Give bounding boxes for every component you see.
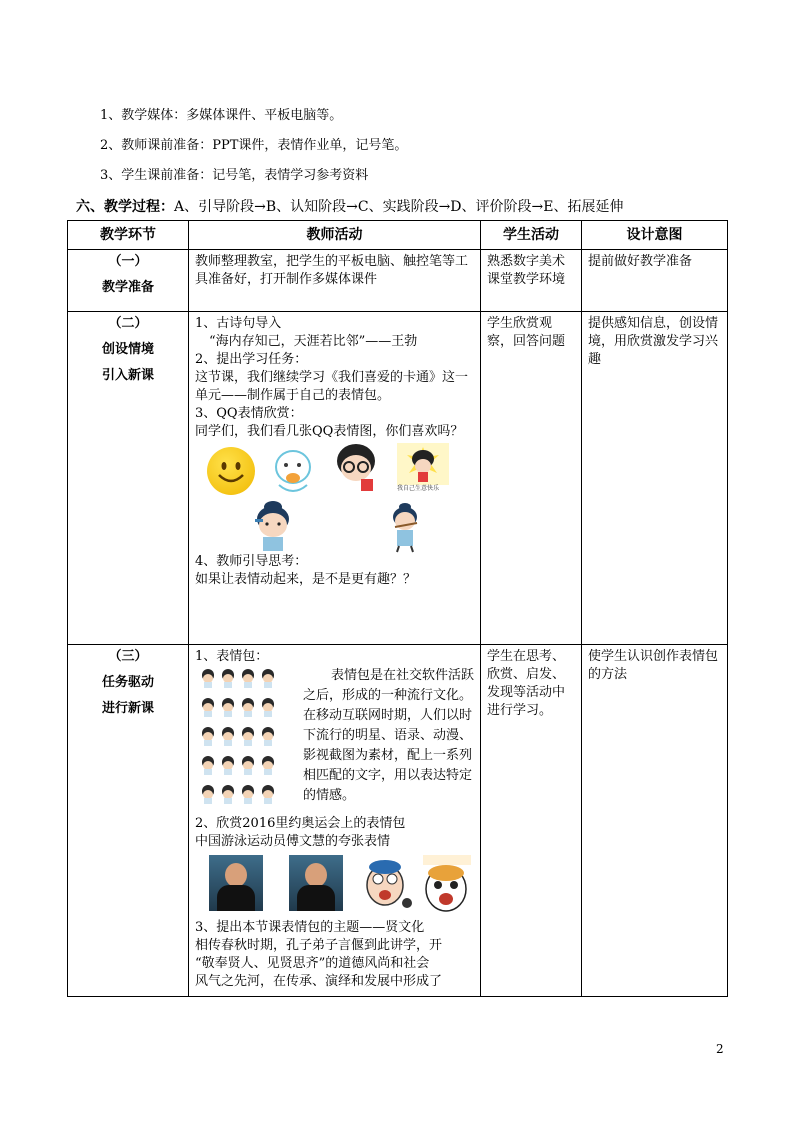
sticker-icon	[199, 697, 217, 717]
stage-name: 引入新课	[101, 368, 154, 383]
activity-line: “敬奉贤人、见贤思齐”的道德风尚和社会	[195, 956, 430, 971]
activity-line: 1、表情包：	[195, 649, 269, 664]
sticker-icon	[199, 668, 217, 688]
teacher-activity: 教师整理教室，把学生的平板电脑、触控笔等工具准备好，打开制作多媒体课件	[189, 250, 481, 312]
page-number: 2	[716, 1042, 724, 1056]
activity-line: 同学们，我们看几张QQ表情图，你们喜欢吗？	[195, 424, 464, 439]
student-activity: 学生欣赏观察，回答问题	[481, 312, 582, 645]
sticker-icon	[259, 784, 277, 804]
prep-item-student: 3、学生课前准备：记号笔，表情学习参考资料	[100, 168, 369, 183]
activity-line: 3、提出本节课表情包的主题——贤文化	[195, 920, 425, 935]
sticker-icon	[219, 784, 237, 804]
table-header-row	[68, 221, 728, 250]
sticker-icon	[259, 697, 277, 717]
design-intent: 提供感知信息，创设情境，用欣赏激发学习兴趣	[582, 312, 728, 645]
sticker-icon	[259, 668, 277, 688]
swimmer-images	[195, 855, 474, 917]
header-intent: 设计意图	[582, 221, 728, 250]
activity-line: 风气之先河，在传承、演绎和发展中形成了	[195, 974, 443, 989]
poem-quote: “海内存知己，天涯若比邻”——王勃	[209, 334, 418, 349]
section-teaching-process	[76, 196, 623, 216]
qq-emoji-gallery	[195, 441, 474, 553]
sticker-icon	[259, 755, 277, 775]
sticker-icon	[219, 697, 237, 717]
stage-cell	[68, 312, 189, 645]
sticker-icon	[199, 726, 217, 746]
stage-name: 教学准备	[101, 280, 154, 295]
stage-number: （三）	[108, 649, 148, 664]
sticker-icon	[219, 668, 237, 688]
activity-line: 3、QQ表情欣赏：	[195, 406, 303, 421]
cartoon-sticker-icon	[269, 445, 317, 499]
activity-line: 1、古诗句导入	[195, 316, 282, 331]
activity-line: 中国游泳运动员傅文慧的夸张表情	[195, 834, 391, 849]
activity-line: 2、提出学习任务：	[195, 352, 308, 367]
glasses-girl-sticker-icon	[331, 441, 381, 493]
activity-line: 相传春秋时期，孔子弟子言偃到此讲学，开	[195, 938, 443, 953]
sticker-icon	[239, 755, 257, 775]
design-intent: 提前做好教学准备	[582, 250, 728, 312]
sticker-icon	[219, 726, 237, 746]
stage-name: 创设情境	[101, 342, 154, 357]
section-flow: A、引导阶段→B、认知阶段→C、实践阶段→D、评价阶段→E、拓展延伸	[174, 199, 624, 215]
stage-cell	[68, 250, 189, 312]
swimmer-photo	[289, 855, 343, 911]
stage-number: （一）	[108, 254, 148, 269]
activity-line: 这节课，我们继续学习《我们喜爱的卡通》这一单元——制作属于自己的表情包。	[195, 370, 469, 403]
sticker-caption: 我自己生意快乐	[397, 485, 440, 492]
stage-name: 进行新课	[101, 701, 154, 716]
teacher-activity	[189, 645, 481, 997]
table-row	[68, 312, 728, 645]
smiley-face-icon	[207, 447, 255, 495]
student-activity: 熟悉数字美术课堂教学环境	[481, 250, 582, 312]
sticker-icon	[199, 755, 217, 775]
sticker-icon	[219, 755, 237, 775]
section-title: 六、教学过程：	[76, 199, 174, 215]
lesson-table	[67, 220, 728, 997]
sticker-grid-image	[199, 668, 295, 813]
header-teacher: 教师活动	[189, 221, 481, 250]
stage-number: （二）	[108, 316, 148, 331]
stage-cell	[68, 645, 189, 997]
activity-line: 如果让表情动起来，是不是更有趣？？	[195, 572, 417, 587]
activity-line: 2、欣赏2016里约奥运会上的表情包	[195, 816, 406, 831]
table-row	[68, 645, 728, 997]
sticker-icon	[239, 726, 257, 746]
emoji-description	[195, 666, 474, 806]
design-intent: 使学生认识创作表情包的方法	[582, 645, 728, 997]
activity-line: 4、教师引导思考：	[195, 554, 308, 569]
emoji-definition-text: 表情包是在社交软件活跃之后，形成的一种流行文化。在移动互联网时期，人们以时下流行的明星、语录、动漫、影视截图为素材，配上一系列相匹配的文字，用以表达特定的情感。	[303, 668, 475, 803]
stage-name: 任务驱动	[101, 675, 154, 690]
mushroom-hair-sticker-icon	[393, 441, 453, 497]
sticker-icon	[239, 784, 257, 804]
swimmer-cartoon-icon	[417, 855, 475, 915]
prep-item-media: 1、教学媒体：多媒体课件、平板电脑等。	[100, 108, 343, 123]
header-student: 学生活动	[481, 221, 582, 250]
sticker-icon	[239, 668, 257, 688]
teacher-activity	[189, 312, 481, 645]
table-row	[68, 250, 728, 312]
cartoon-boy-icon	[245, 497, 301, 553]
swimmer-photo	[209, 855, 263, 911]
sticker-icon	[239, 697, 257, 717]
swimmer-cartoon-icon	[355, 855, 417, 915]
flute-boy-icon	[381, 499, 429, 553]
student-activity: 学生在思考、欣赏、启发、发现等活动中进行学习。	[481, 645, 582, 997]
sticker-icon	[199, 784, 217, 804]
header-stage: 教学环节	[68, 221, 189, 250]
sticker-icon	[259, 726, 277, 746]
prep-item-teacher: 2、教师课前准备：PPT课件，表情作业单，记号笔。	[100, 138, 408, 153]
